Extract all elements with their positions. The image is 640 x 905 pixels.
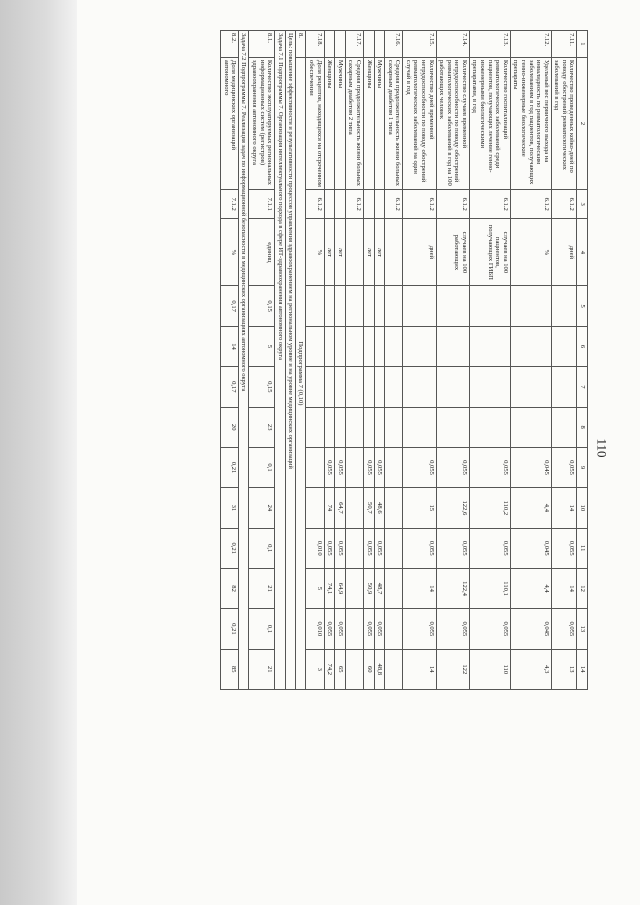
table-row — [363, 31, 374, 690]
value-cell-c9: 0,055 — [551, 447, 577, 487]
value-cell-c8 — [335, 407, 346, 447]
row-number: 7.11. — [551, 31, 577, 58]
unit-of-measure — [345, 219, 363, 286]
value-cell-c8: 20 — [220, 407, 238, 447]
value-cell-c10: 48,6 — [374, 488, 385, 528]
value-cell-c6 — [385, 326, 403, 366]
row-number: 7.18. — [306, 31, 324, 58]
value-cell-c12: 82 — [220, 568, 238, 608]
row-number: 8.2. — [220, 31, 238, 58]
value-cell-c9: 0,055 — [324, 447, 335, 487]
value-cell-c5 — [510, 286, 551, 326]
row-number — [374, 31, 385, 58]
value-cell-c7 — [510, 367, 551, 407]
scan-shadow-band — [0, 0, 77, 905]
unit-of-measure: лет — [363, 219, 374, 286]
value-cell-c10: 122,6 — [436, 488, 469, 528]
value-cell-c13: 0,055 — [324, 609, 335, 649]
value-cell-c9: 0,055 — [335, 447, 346, 487]
value-cell-c12: 5 — [306, 568, 324, 608]
indicator-name: Количество эксплуатируемых региональных информационных систем (регистров) здравоохранения автономного округа — [249, 57, 275, 189]
value-cell-c5 — [324, 286, 335, 326]
value-cell-c7 — [551, 367, 577, 407]
value-cell-c13: 0,1 — [249, 609, 275, 649]
value-cell-c11: 0,1 — [249, 528, 275, 568]
value-cell-c9: 0,055 — [363, 447, 374, 487]
indicator-name: Доля рецептов, находящихся на отсроченном обеспечении — [306, 57, 324, 189]
indicator-code: 6.1.2 — [469, 190, 510, 219]
value-cell-c12: 4,4 — [510, 568, 551, 608]
value-cell-c11: 0,055 — [374, 528, 385, 568]
value-cell-c11: 0,010 — [306, 528, 324, 568]
value-cell-c6 — [345, 326, 363, 366]
header-row — [577, 31, 588, 690]
value-cell-c5 — [374, 286, 385, 326]
unit-of-measure: случаев на 100 пациентов, получающих ГИБП — [469, 219, 510, 286]
value-cell-c5 — [345, 286, 363, 326]
value-cell-c14: 14 — [403, 649, 436, 689]
indicator-code: 6.1.2 — [510, 190, 551, 219]
value-cell-c14: 13 — [551, 649, 577, 689]
indicator-name: Женщины — [363, 57, 374, 189]
table-row — [324, 31, 335, 690]
value-cell-c8 — [363, 407, 374, 447]
section-row — [295, 31, 306, 690]
value-cell-c6 — [510, 326, 551, 366]
value-cell-c12: 64,9 — [335, 568, 346, 608]
value-cell-c12: 48,7 — [374, 568, 385, 608]
unit-of-measure — [385, 219, 403, 286]
value-cell-c9: 0,055 — [403, 447, 436, 487]
table-row — [220, 31, 238, 690]
value-cell-c5 — [363, 286, 374, 326]
value-cell-c11: 0,055 — [551, 528, 577, 568]
unit-of-measure: единиц — [249, 219, 275, 286]
value-cell-c13: 0,045 — [510, 609, 551, 649]
value-cell-c10: 50,7 — [363, 488, 374, 528]
value-cell-c5 — [436, 286, 469, 326]
value-cell-c13: 0,055 — [403, 609, 436, 649]
table-row — [374, 31, 385, 690]
value-cell-c10: 31 — [220, 488, 238, 528]
value-cell-c12 — [345, 568, 363, 608]
column-number-1: 1 — [577, 31, 588, 58]
value-cell-c6 — [469, 326, 510, 366]
column-number-5: 5 — [577, 286, 588, 326]
column-number-4: 4 — [577, 219, 588, 286]
value-cell-c8 — [436, 407, 469, 447]
indicator-name: Доля медицинских организаций автономного — [220, 57, 238, 189]
value-cell-c6 — [403, 326, 436, 366]
column-number-12: 12 — [577, 568, 588, 608]
value-cell-c9 — [345, 447, 363, 487]
value-cell-c8 — [374, 407, 385, 447]
value-cell-c8: 23 — [249, 407, 275, 447]
indicator-name: Средняя продолжительность жизни больных сахарным диабетом 2 типа — [345, 57, 363, 189]
value-cell-c7 — [306, 367, 324, 407]
value-cell-c14: 3 — [306, 649, 324, 689]
value-cell-c9: 0,055 — [374, 447, 385, 487]
value-cell-c12: 14 — [403, 568, 436, 608]
span-text: Задача 7.2 Подпрограммы 7. Реализация задач по информационной безопасности в медицинских организациях автономного округа — [239, 31, 249, 690]
value-cell-c6 — [324, 326, 335, 366]
value-cell-c10: 14 — [551, 488, 577, 528]
value-cell-c11: 0,055 — [363, 528, 374, 568]
column-number-10: 10 — [577, 488, 588, 528]
value-cell-c6: 14 — [220, 326, 238, 366]
value-cell-c7 — [374, 367, 385, 407]
unit-of-measure: случаев на 100 работающих — [436, 219, 469, 286]
table-row — [306, 31, 324, 690]
value-cell-c12: 74,1 — [324, 568, 335, 608]
value-cell-c9: 0,055 — [436, 447, 469, 487]
value-cell-c7 — [436, 367, 469, 407]
indicator-code: 7.1.2 — [220, 190, 238, 219]
value-cell-c6 — [436, 326, 469, 366]
value-cell-c7 — [403, 367, 436, 407]
value-cell-c12 — [385, 568, 403, 608]
value-cell-c7: 0,15 — [249, 367, 275, 407]
table-row — [249, 31, 275, 690]
value-cell-c13: 0,055 — [436, 609, 469, 649]
value-cell-c11: 0,055 — [469, 528, 510, 568]
indicator-code: 6.1.2 — [345, 190, 363, 219]
value-cell-c6 — [551, 326, 577, 366]
value-cell-c7 — [363, 367, 374, 407]
indicator-code: 6.1.2 — [551, 190, 577, 219]
indicator-code — [324, 190, 335, 219]
section-title: Подпрограмма 7 (0,10) — [295, 57, 306, 689]
span-row — [285, 31, 295, 690]
value-cell-c8 — [403, 407, 436, 447]
indicator-name: Количество дней временной нетрудоспособности по поводу обострений ревматологических заболеваний на один случай в год — [403, 57, 436, 189]
row-number — [363, 31, 374, 58]
row-number: 7.15. — [403, 31, 436, 58]
value-cell-c13: 0,055 — [551, 609, 577, 649]
value-cell-c11: 0,055 — [436, 528, 469, 568]
value-cell-c11: 0,055 — [335, 528, 346, 568]
indicator-code — [335, 190, 346, 219]
table-row — [403, 31, 436, 690]
value-cell-c14: 122 — [436, 649, 469, 689]
indicator-name: Удельный вес первичного выхода на инвалидность по ревматологическим заболеваниям в год пациентов, получающих генно-инженерные биологические препараты — [510, 57, 551, 189]
value-cell-c14: 85 — [220, 649, 238, 689]
unit-of-measure: лет — [335, 219, 346, 286]
value-cell-c10 — [306, 488, 324, 528]
value-cell-c9 — [306, 447, 324, 487]
value-cell-c12: 21 — [249, 568, 275, 608]
value-cell-c5: 0,17 — [220, 286, 238, 326]
rotated-table-area — [88, 30, 640, 676]
value-cell-c13 — [385, 609, 403, 649]
value-cell-c14: 74,2 — [324, 649, 335, 689]
column-number-13: 13 — [577, 609, 588, 649]
row-number: 7.14. — [436, 31, 469, 58]
value-cell-c8 — [469, 407, 510, 447]
indicator-code: 6.1.2 — [403, 190, 436, 219]
table-row — [469, 31, 510, 690]
indicator-name: Количество госпитализаций ревматологических заболеваний среди пациентов, получающих лечение генно-инженерными биологическими препаратами, в год — [469, 57, 510, 189]
unit-of-measure: лет — [324, 219, 335, 286]
page-number: 110 — [594, 438, 610, 458]
value-cell-c11: 0,055 — [403, 528, 436, 568]
value-cell-c8 — [551, 407, 577, 447]
value-cell-c13: 0,055 — [363, 609, 374, 649]
span-text: Задача 7.1 Подпрограммы 7. Организация интеллектуального подхода в сфере ИТ-здравоохранения автономного округа — [275, 31, 285, 690]
value-cell-c7 — [469, 367, 510, 407]
value-cell-c14: 4,3 — [510, 649, 551, 689]
value-cell-c12: 110,1 — [469, 568, 510, 608]
value-cell-c10: 74 — [324, 488, 335, 528]
value-cell-c13: 0,055 — [374, 609, 385, 649]
column-number-11: 11 — [577, 528, 588, 568]
value-cell-c7: 0,17 — [220, 367, 238, 407]
value-cell-c14: 65 — [335, 649, 346, 689]
indicator-name: Количество проведенных койко-дней по поводу обострений ревматологических заболеваний в год — [551, 57, 577, 189]
value-cell-c7 — [335, 367, 346, 407]
unit-of-measure: дней — [551, 219, 577, 286]
value-cell-c9: 0,1 — [249, 447, 275, 487]
table-row — [385, 31, 403, 690]
value-cell-c7 — [385, 367, 403, 407]
value-cell-c9 — [385, 447, 403, 487]
value-cell-c6 — [363, 326, 374, 366]
row-number: 7.13. — [469, 31, 510, 58]
value-cell-c6 — [306, 326, 324, 366]
value-cell-c13: 0,010 — [306, 609, 324, 649]
value-cell-c8 — [324, 407, 335, 447]
value-cell-c8 — [345, 407, 363, 447]
span-row — [275, 31, 285, 690]
row-number — [324, 31, 335, 58]
value-cell-c10: 110,2 — [469, 488, 510, 528]
value-cell-c7 — [324, 367, 335, 407]
indicator-name: Количество случаев временной нетрудоспособности по поводу обострений ревматологических заболеваний в год на 100 работающих человек — [436, 57, 469, 189]
value-cell-c14 — [385, 649, 403, 689]
value-cell-c10: 4,4 — [510, 488, 551, 528]
indicator-code: 7.1.1 — [249, 190, 275, 219]
value-cell-c11 — [385, 528, 403, 568]
value-cell-c6 — [374, 326, 385, 366]
value-cell-c5 — [335, 286, 346, 326]
indicator-name: Мужчины — [335, 57, 346, 189]
row-number — [335, 31, 346, 58]
row-number: 7.12. — [510, 31, 551, 58]
value-cell-c5 — [403, 286, 436, 326]
value-cell-c14: 48,8 — [374, 649, 385, 689]
row-number: 7.17. — [345, 31, 363, 58]
indicator-code: 6.1.2 — [306, 190, 324, 219]
value-cell-c5 — [385, 286, 403, 326]
value-cell-c5: 0,15 — [249, 286, 275, 326]
value-cell-c11: 0,21 — [220, 528, 238, 568]
span-row — [239, 31, 249, 690]
unit-of-measure: % — [510, 219, 551, 286]
value-cell-c10: 64,7 — [335, 488, 346, 528]
value-cell-c5 — [469, 286, 510, 326]
value-cell-c14: 21 — [249, 649, 275, 689]
unit-of-measure: лет — [374, 219, 385, 286]
value-cell-c11: 0,045 — [510, 528, 551, 568]
value-cell-c13: 0,055 — [469, 609, 510, 649]
table-row — [335, 31, 346, 690]
unit-of-measure: дней — [403, 219, 436, 286]
value-cell-c9: 0,045 — [510, 447, 551, 487]
column-number-8: 8 — [577, 407, 588, 447]
indicator-code: 6.1.2 — [436, 190, 469, 219]
value-cell-c8 — [385, 407, 403, 447]
value-cell-c6 — [335, 326, 346, 366]
unit-of-measure: % — [306, 219, 324, 286]
value-cell-c13: 0,21 — [220, 609, 238, 649]
value-cell-c12: 50,9 — [363, 568, 374, 608]
value-cell-c10: 24 — [249, 488, 275, 528]
value-cell-c10 — [385, 488, 403, 528]
table-row — [551, 31, 577, 690]
value-cell-c7 — [345, 367, 363, 407]
value-cell-c13: 0,055 — [335, 609, 346, 649]
value-cell-c11: 0,055 — [324, 528, 335, 568]
value-cell-c10: 15 — [403, 488, 436, 528]
value-cell-c11 — [345, 528, 363, 568]
row-number: 7.16. — [385, 31, 403, 58]
row-number: 8.1. — [249, 31, 275, 58]
value-cell-c14: 60 — [363, 649, 374, 689]
value-cell-c10 — [345, 488, 363, 528]
column-number-14: 14 — [577, 649, 588, 689]
indicator-name: Средняя продолжительность жизни больных сахарным диабетом 1 типа — [385, 57, 403, 189]
unit-of-measure: % — [220, 219, 238, 286]
column-number-2: 2 — [577, 57, 588, 189]
column-number-6: 6 — [577, 326, 588, 366]
value-cell-c8 — [306, 407, 324, 447]
value-cell-c13 — [345, 609, 363, 649]
value-cell-c14 — [345, 649, 363, 689]
table-row — [510, 31, 551, 690]
span-text: Цель: повышение эффективности и результативности процессов управления здравоохранением на региональном уровне и на уровне медицинских организаций — [285, 31, 295, 690]
value-cell-c9: 0,21 — [220, 447, 238, 487]
value-cell-c5 — [551, 286, 577, 326]
section-number: 8. — [295, 31, 306, 58]
table-row — [345, 31, 363, 690]
indicator-name: Женщины — [324, 57, 335, 189]
column-number-3: 3 — [577, 190, 588, 219]
value-cell-c6: 5 — [249, 326, 275, 366]
indicator-table — [220, 30, 588, 690]
column-number-9: 9 — [577, 447, 588, 487]
indicator-code — [374, 190, 385, 219]
value-cell-c12: 122,4 — [436, 568, 469, 608]
value-cell-c14: 110 — [469, 649, 510, 689]
indicator-name: Мужчины — [374, 57, 385, 189]
indicator-code — [363, 190, 374, 219]
column-number-7: 7 — [577, 367, 588, 407]
value-cell-c12: 14 — [551, 568, 577, 608]
value-cell-c8 — [510, 407, 551, 447]
value-cell-c9: 0,055 — [469, 447, 510, 487]
indicator-code: 6.1.2 — [385, 190, 403, 219]
table-rotation-wrapper — [88, 30, 588, 690]
table-row — [436, 31, 469, 690]
value-cell-c5 — [306, 286, 324, 326]
